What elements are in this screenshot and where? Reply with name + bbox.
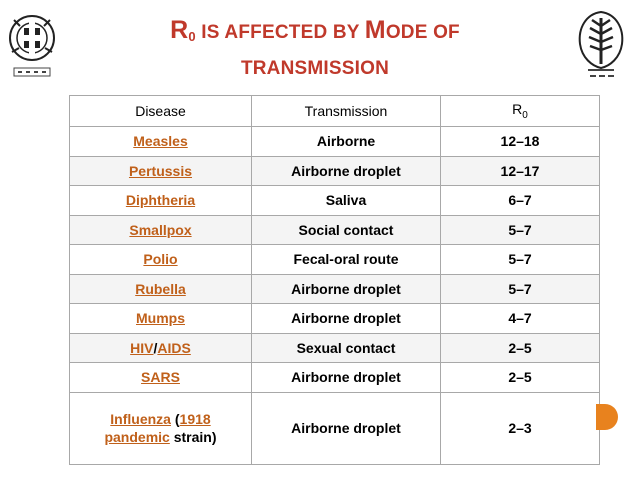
table-row bbox=[70, 245, 600, 275]
transmission-cell: Airborne droplet bbox=[252, 392, 441, 464]
r0-cell: 2–5 bbox=[441, 363, 600, 393]
disease-link-diphtheria[interactable]: Diphtheria bbox=[125, 192, 196, 209]
disease-cell bbox=[70, 274, 252, 304]
table-header-row bbox=[70, 96, 600, 127]
disease-link-rubella[interactable]: Rubella bbox=[135, 280, 186, 297]
header-r: R bbox=[512, 101, 523, 118]
disease-link-mumps[interactable]: Mumps bbox=[136, 310, 185, 327]
r0-cell: 6–7 bbox=[441, 186, 600, 216]
table-row bbox=[70, 127, 600, 157]
r0-table bbox=[69, 95, 600, 465]
table-row bbox=[70, 333, 600, 363]
r0-cell: 2–3 bbox=[441, 392, 600, 464]
r0-cell: 12–17 bbox=[441, 156, 600, 186]
disease-link-aids[interactable]: AIDS bbox=[157, 339, 191, 356]
disease-link-smallpox[interactable]: Smallpox bbox=[129, 221, 192, 238]
r0-cell: 2–5 bbox=[441, 333, 600, 363]
title-text-2: ODE OF bbox=[385, 22, 460, 43]
table-row bbox=[70, 156, 600, 186]
slide-accent-marker bbox=[596, 404, 618, 430]
disease-link-influenza[interactable]: Influenza bbox=[110, 411, 171, 427]
disease-separator: / bbox=[153, 339, 158, 356]
title-text-1: IS AFFECTED BY bbox=[195, 22, 365, 43]
transmission-cell: Social contact bbox=[252, 215, 441, 245]
table-row bbox=[70, 363, 600, 393]
disease-link-1918[interactable]: 1918 bbox=[179, 411, 211, 427]
disease-cell bbox=[70, 392, 252, 464]
transmission-cell: Fecal-oral route bbox=[252, 245, 441, 275]
header-disease: Disease bbox=[70, 96, 252, 127]
disease-cell bbox=[70, 186, 252, 216]
transmission-cell: Saliva bbox=[252, 186, 441, 216]
title-line-2: TRANSMISSION bbox=[240, 58, 390, 79]
title-subscript: 0 bbox=[188, 29, 196, 44]
disease-link-polio[interactable]: Polio bbox=[143, 251, 178, 268]
transmission-cell: Airborne droplet bbox=[252, 156, 441, 186]
disease-link-measles[interactable]: Measles bbox=[133, 133, 188, 150]
institute-emblem-icon bbox=[6, 8, 58, 82]
transmission-cell: Airborne droplet bbox=[252, 304, 441, 334]
r0-cell: 12–18 bbox=[441, 127, 600, 157]
transmission-cell: Airborne bbox=[252, 127, 441, 157]
disease-cell bbox=[70, 245, 252, 275]
table-row bbox=[70, 186, 600, 216]
header-transmission: Transmission bbox=[252, 96, 441, 127]
disease-link-pandemic[interactable]: pandemic bbox=[104, 429, 170, 445]
icar-logo bbox=[572, 6, 630, 82]
r0-cell: 5–7 bbox=[441, 245, 600, 275]
header-r0 bbox=[441, 96, 600, 127]
disease-cell bbox=[70, 156, 252, 186]
r0-cell: 4–7 bbox=[441, 304, 600, 334]
disease-paren-open: ( bbox=[170, 411, 180, 427]
icar-emblem-icon bbox=[572, 6, 630, 82]
disease-tail: strain) bbox=[169, 429, 217, 445]
table-row bbox=[70, 274, 600, 304]
disease-cell bbox=[70, 363, 252, 393]
transmission-cell: Airborne droplet bbox=[252, 363, 441, 393]
title-r: R bbox=[170, 16, 189, 44]
transmission-cell: Sexual contact bbox=[252, 333, 441, 363]
disease-cell bbox=[70, 127, 252, 157]
institute-logo bbox=[6, 8, 58, 82]
transmission-cell: Airborne droplet bbox=[252, 274, 441, 304]
table-row bbox=[70, 215, 600, 245]
slide-title bbox=[60, 14, 570, 85]
disease-cell bbox=[70, 215, 252, 245]
disease-link-pertussis[interactable]: Pertussis bbox=[128, 162, 193, 179]
disease-link-hiv[interactable]: HIV bbox=[130, 339, 154, 356]
r0-cell: 5–7 bbox=[441, 215, 600, 245]
header-r-subscript: 0 bbox=[522, 109, 528, 121]
table-row bbox=[70, 392, 600, 464]
r0-cell: 5–7 bbox=[441, 274, 600, 304]
disease-cell bbox=[70, 304, 252, 334]
disease-link-sars[interactable]: SARS bbox=[141, 369, 180, 386]
disease-cell bbox=[70, 333, 252, 363]
title-m: M bbox=[364, 16, 386, 44]
table-row bbox=[70, 304, 600, 334]
